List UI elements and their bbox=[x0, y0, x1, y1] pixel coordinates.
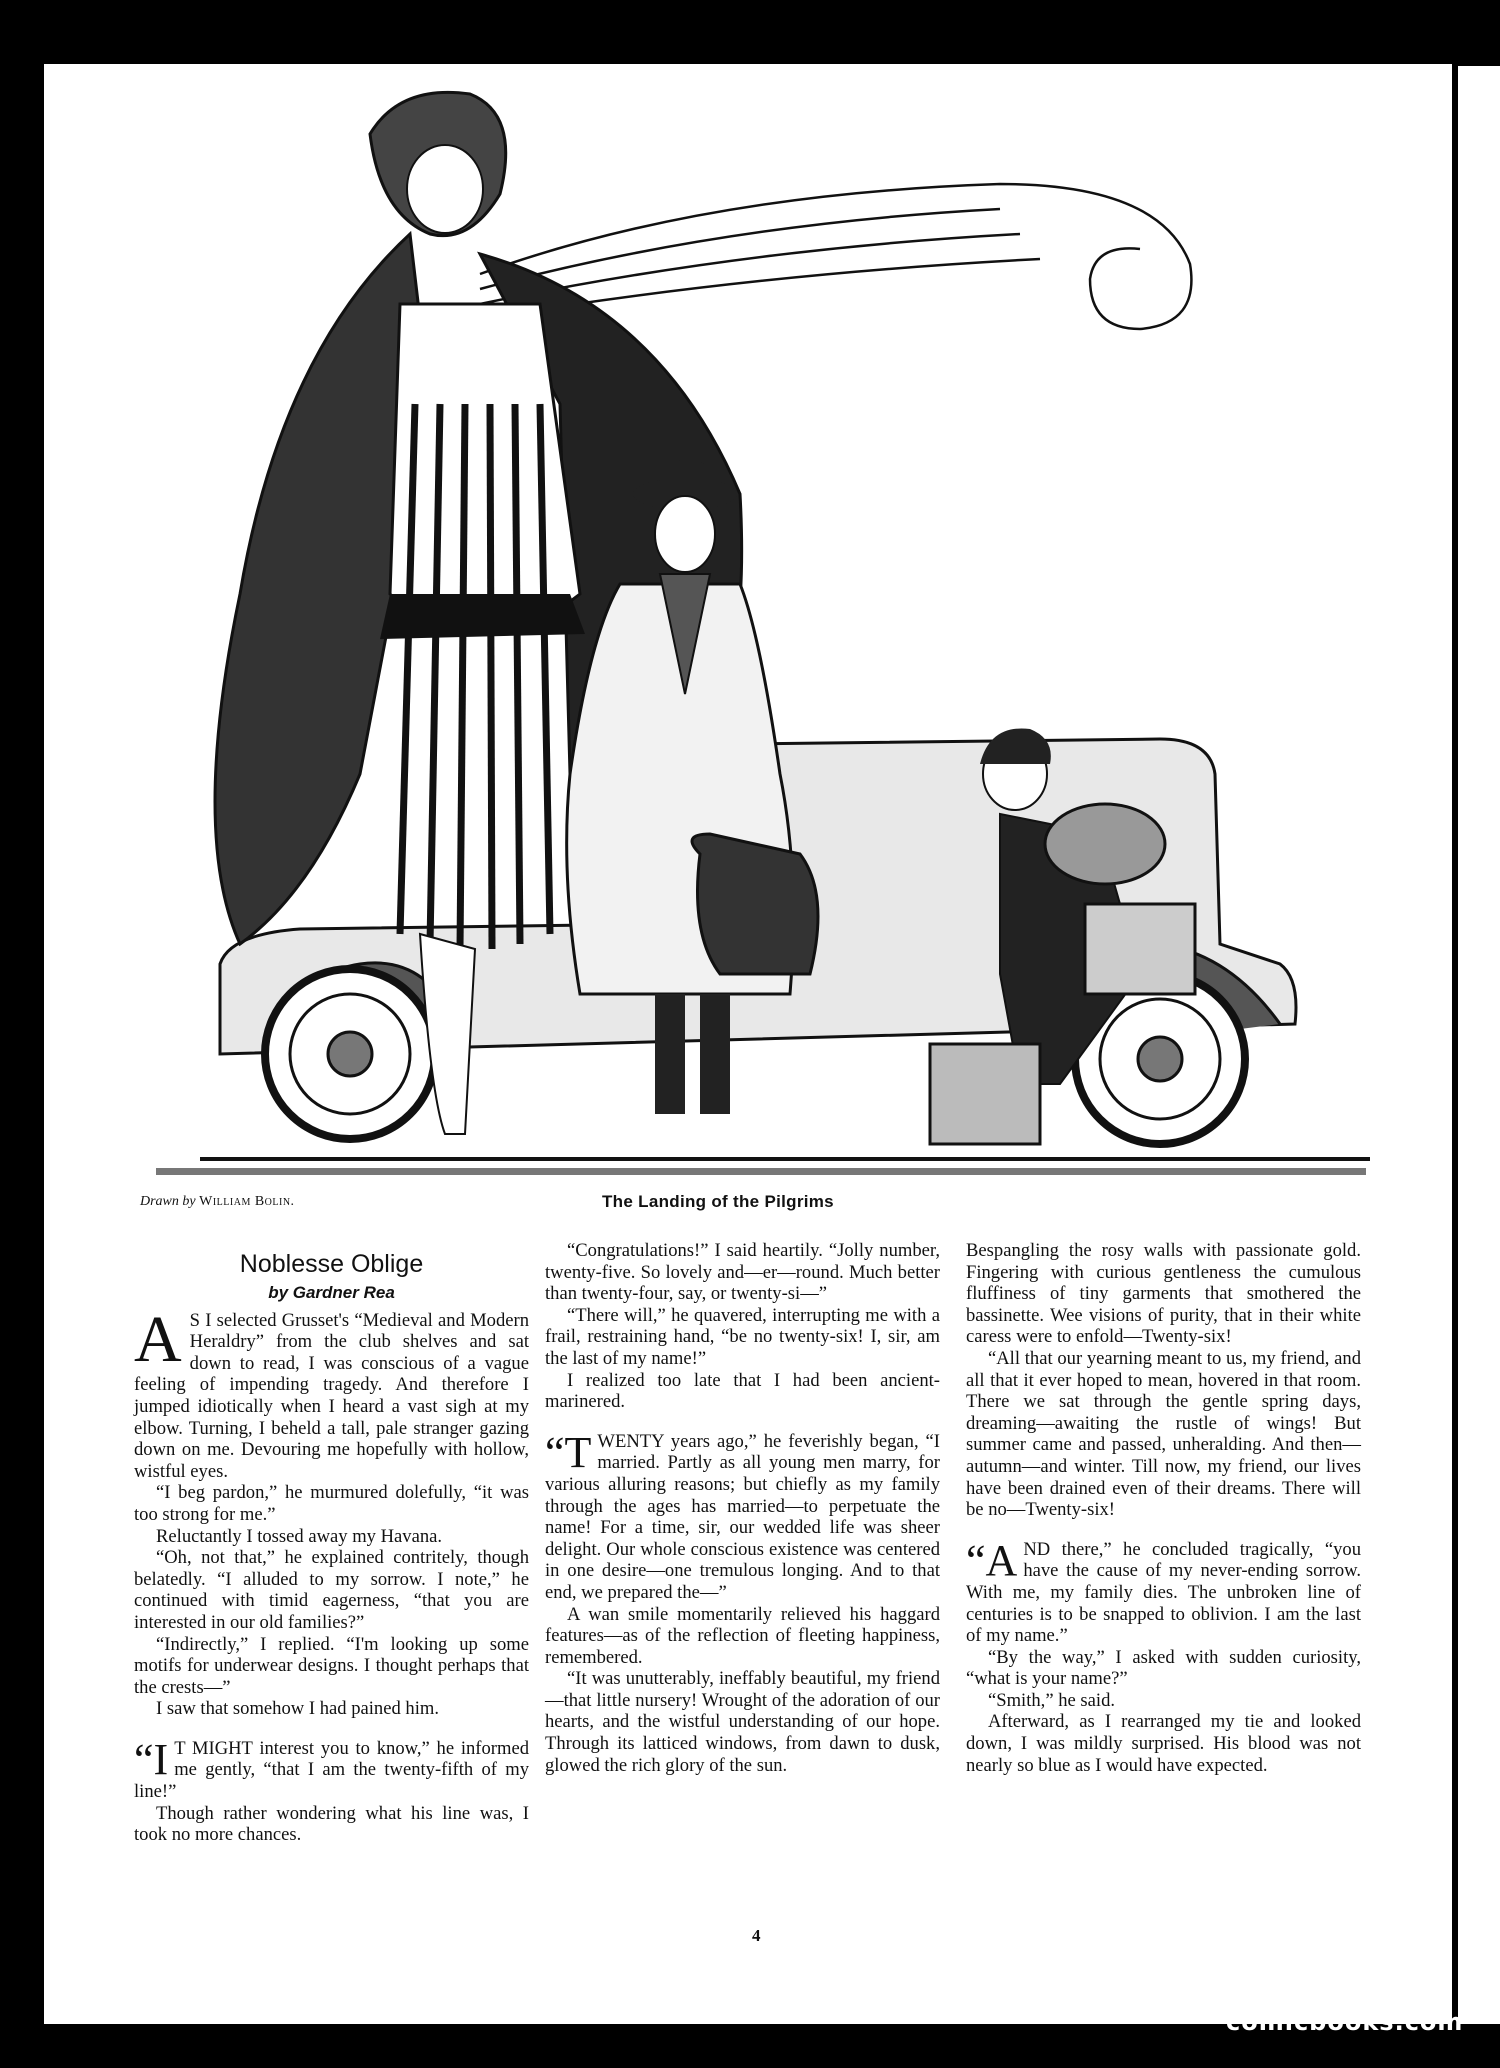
paragraph: “I T MIGHT interest you to know,” he informed me gently, “that I am the twenty-fifth of my line!” bbox=[134, 1734, 529, 1803]
article-column-2 bbox=[545, 1240, 940, 1776]
drop-cap: A bbox=[134, 1302, 182, 1376]
site-watermark: comicbooks.com bbox=[1226, 2008, 1464, 2036]
paragraph: “There will,” he quavered, interrupting me with a frail, restraining hand, “be no twenty-six! I, sir, am the last of my name!” bbox=[545, 1304, 940, 1369]
paragraph: “Smith,” he said. bbox=[988, 1689, 1116, 1711]
artist-credit bbox=[140, 1194, 295, 1210]
paragraph: Bespangling the rosy walls with passionate gold. Fingering with curious gentleness the cumulous fluffiness of tiny garments that smothered the bassinette. Wee visions of purity, that in their white caress were to enfold—Twenty-six! bbox=[966, 1240, 1361, 1348]
paragraph: Reluctantly I tossed away my Havana. bbox=[156, 1525, 443, 1547]
paragraph: “Indirectly,” I replied. “I'm looking up some motifs for underwear designs. I thought perhaps that the crests—” bbox=[134, 1633, 529, 1698]
paragraph: “It was unutterably, ineffably beautiful, my friend—that little nursery! Wrought of the adoration of our hearts, and the wistful understanding of our hope. Through its latticed windows, from dawn to dusk, glowed the rich glory of the sun. bbox=[545, 1668, 940, 1776]
paragraph: A S I selected Grusset's “Medieval and Modern Heraldry” from the club shelves and sat down to read, I was conscious of a vague feeling of impending tragedy. And therefore I jumped idiotically when I heard a vast sigh at my elbow. Turning, I beheld a tall, pale stranger gazing down on me. Devouring me hopefully with hollow, wistful eyes. bbox=[134, 1302, 529, 1482]
paragraph: “AND there,” he concluded tragically, “you have the cause of my never-ending sorrow. With me, my family dies. The unbroken line of centuries is to be snapped to oblivion. I am the last of my name.” bbox=[966, 1535, 1361, 1647]
paragraph: I saw that somehow I had pained him. bbox=[156, 1698, 439, 1720]
illustration-caption: The Landing of the Pilgrims bbox=[602, 1192, 834, 1211]
paragraph: “I beg pardon,” he murmured dolefully, “it was too strong for me.” bbox=[134, 1482, 529, 1525]
paragraph: I realized too late that I had been ancient-marinered. bbox=[545, 1369, 940, 1413]
paragraph: Though rather wondering what his line was, I took no more chances. bbox=[134, 1802, 529, 1846]
drop-cap: “I bbox=[134, 1734, 169, 1784]
credit-artist: William Bolin. bbox=[199, 1194, 295, 1209]
article-byline: by Gardner Rea bbox=[268, 1283, 395, 1302]
paragraph: A wan smile momentarily relieved his haggard features—as of the reflection of fleeting happiness, remembered. bbox=[545, 1603, 940, 1668]
article-title: Noblesse Oblige bbox=[239, 1250, 424, 1278]
article-column-3 bbox=[966, 1240, 1361, 1776]
ground-line bbox=[156, 1168, 1366, 1175]
drop-cap: “A bbox=[966, 1535, 1018, 1585]
paragraph: Afterward, as I rearranged my tie and looked down, I was mildly surprised. His blood was not nearly so blue as I would have expected. bbox=[966, 1711, 1361, 1776]
paragraph: “By the way,” I asked with sudden curiosity, “what is your name?” bbox=[966, 1646, 1361, 1690]
paragraph: “Congratulations!” I said heartily. “Jolly number, twenty-five. So lovely and—er—round. Much better than twenty-four, say, or twenty-si—” bbox=[545, 1240, 940, 1305]
paragraph: “All that our yearning meant to us, my friend, and all that it ever hoped to mean, hovered in that room. There we sat through the gentle spring days, dreaming—awaiting the rustle of wings! But summer came and passed, unheralding. And then—autumn—and winter. Till now, my friend, our lives have been drained even of their dreams. There will be no—Twenty-six! bbox=[966, 1347, 1361, 1521]
article-column-1 bbox=[134, 1240, 529, 1846]
illustration-pilgrims bbox=[100, 74, 1370, 1184]
illustration-caption-row bbox=[140, 1192, 1360, 1218]
drop-cap: “T bbox=[545, 1427, 592, 1477]
facing-page-edge bbox=[1458, 66, 1500, 2024]
paragraph: “TWENTY years ago,” he feverishly began, “I married. Partly as all young men marry, for various alluring reasons; but chiefly as my family through the ages has married—to perpetuate the name! For a time, sir, our wedded life was sheer delight. Our whole conscious existence was centered in one desire—one tremulous longing. And to that end, we prepared the—” bbox=[545, 1427, 940, 1603]
credit-prefix: Drawn by bbox=[140, 1194, 196, 1209]
page-number: 4 bbox=[752, 1926, 761, 1945]
paragraph: “Oh, not that,” he explained contritely, though belatedly. “I alluded to my sorrow. I note,” he continued with timid eagerness, “that you are interested in our old families?” bbox=[134, 1547, 529, 1633]
